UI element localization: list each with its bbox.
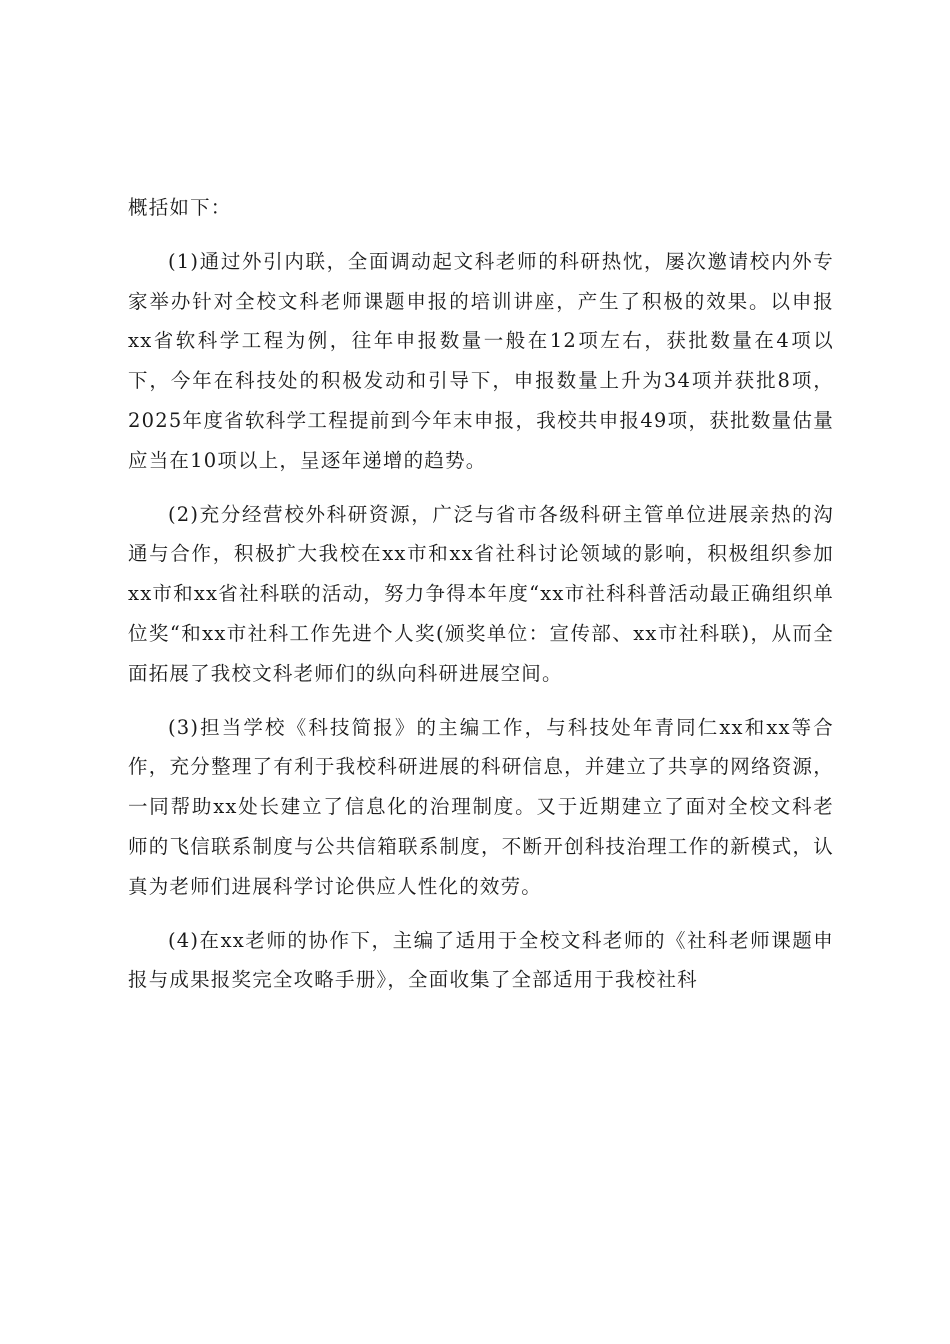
paragraph-item-4: (4)在xx老师的协作下，主编了适用于全校文科老师的《社科老师课题申报与成果报奖完全攻略手册》，全面收集了全部适用于我校社科 [128, 928, 834, 992]
paragraph-intro: 概括如下： [128, 196, 232, 219]
paragraph-item-1: (1)通过外引内联，全面调动起文科老师的科研热忱，屡次邀请校内外专家举办针对全校文科老师课题申报的培训讲座，产生了积极的效果。以申报xx省软科学工程为例，往年申报数量一般在12项左右，获批数量在4项以下，今年在科技处的积极发动和引导下，申报数量上升为34项并获批8项，2025年度省软科学工程提前到今年末申报，我校共申报49项，获批数量估量应当在10项以上，呈逐年递增的趋势。 [128, 249, 834, 472]
paragraph-item-3: (3)担当学校《科技简报》的主编工作，与科技处年青同仁xx和xx等合作，充分整理了有利于我校科研进展的科研信息，并建立了共享的网络资源，一同帮助xx处长建立了信息化的治理制度。又于近期建立了面对全校文科老师的飞信联系制度与公共信箱联系制度，不断开创科技治理工作的新模式，认真为老师们进展科学讨论供应人性化的效劳。 [128, 715, 834, 898]
paragraph-item-2: (2)充分经营校外科研资源，广泛与省市各级科研主管单位进展亲热的沟通与合作，积极扩大我校在xx市和xx省社科讨论领域的影响，积极组织参加xx市和xx省社科联的活动，努力争得本年度“xx市社科科普活动最正确组织单位奖“和xx市社科工作先进个人奖(颁奖单位：宣传部、xx市社科联)，从而全面拓展了我校文科老师们的纵向科研进展空间。 [128, 502, 834, 685]
document-body [128, 188, 834, 1000]
